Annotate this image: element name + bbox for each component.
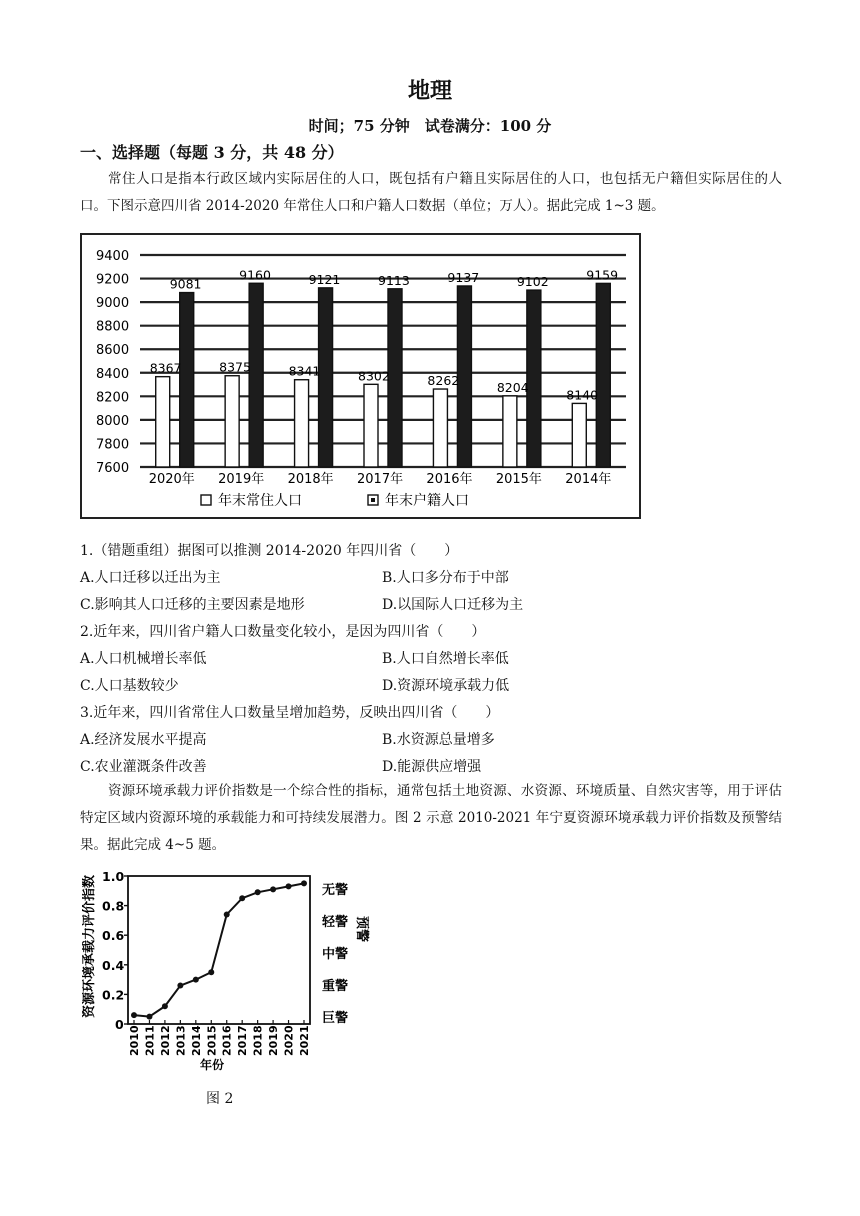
warning-level-label: 无警 (322, 883, 349, 898)
value-label-resident: 8341 (288, 363, 321, 379)
q3-option-a: A.经济发展水平提高 (80, 732, 207, 748)
intro2-line2: 用于评估特定区域内资源环境的承载能力和可持续发展潜力。图 2 示意 2010-2021 年宁夏资源环境承载力评 (80, 783, 783, 826)
warning-level-label: 重警 (322, 979, 349, 994)
x-tick-label: 2015 (205, 1025, 219, 1056)
q2-option-c: C.人口基数较少 (80, 678, 179, 694)
plot-frame (128, 876, 310, 1024)
data-point-2020 (286, 883, 292, 889)
figure-2-caption: 图 2 (206, 1091, 234, 1107)
x-category-label: 2019年 (218, 472, 265, 487)
x-category-label: 2017年 (357, 472, 404, 487)
page-title: 地理 (407, 78, 452, 104)
y-tick-label: 9200 (96, 272, 130, 288)
data-point-2011 (146, 1014, 152, 1020)
q3-option-c: C.农业灌溉条件改善 (80, 759, 207, 775)
bar-registered-2014年 (596, 283, 610, 467)
data-point-2021 (301, 880, 307, 886)
bar-registered-2019年 (249, 283, 263, 467)
x-category-label: 2016年 (426, 472, 473, 487)
bar-resident-2019年 (225, 376, 239, 467)
x-tick-label: 2012 (158, 1025, 172, 1056)
population-bar-chart (80, 233, 642, 519)
value-label-resident: 8262 (427, 373, 460, 389)
y-tick-label: 0.4 (102, 957, 125, 973)
warning-level-label: 巨警 (322, 1011, 349, 1026)
q1-option-c: C.影响其人口迁移的主要因素是地形 (80, 597, 305, 613)
q1-option-b: B.人口多分布于中部 (382, 570, 509, 586)
series-line (134, 883, 304, 1016)
bar-registered-2016年 (457, 286, 471, 467)
data-point-2012 (162, 1003, 168, 1009)
question-2-stem: 2.近年来，四川省户籍人口数量变化较小，是因为四川省（ ） (80, 624, 486, 640)
x-category-label: 2020年 (148, 472, 195, 487)
intro2-line1: 资源环境承载力评价指数是一个综合性的指标，通常包括土地资源、水资源、环境质量、自然灾害等， (108, 783, 728, 799)
question-1-stem: 1.（错题重组）据图可以推测 2014-2020 年四川省（ ） (80, 543, 459, 559)
y-tick-label: 8200 (96, 390, 130, 406)
bar-resident-2020年 (156, 377, 170, 467)
intro2-line3: 价指数及预警结果。据此完成 4~5 题。 (80, 810, 783, 853)
y-tick-label: 0.6 (102, 928, 125, 944)
x-tick-label: 2010 (128, 1025, 141, 1056)
bar-resident-2017年 (364, 384, 378, 467)
value-label-registered: 9121 (308, 271, 341, 287)
data-point-2010 (131, 1012, 137, 1018)
y-tick-label: 8400 (96, 366, 130, 382)
intro1-line2: 居住的人口。下图示意四川省 2014-2020 年常住人口和户籍人口数据（单位；万人）。据此完成 1~3 题。 (80, 171, 783, 214)
x-tick-label: 2019 (267, 1025, 281, 1056)
data-point-2013 (177, 983, 183, 989)
y-tick-label: 0.2 (102, 987, 125, 1003)
bar-registered-2015年 (527, 290, 541, 467)
data-point-2018 (255, 889, 261, 895)
bar-registered-2020年 (180, 293, 194, 467)
value-label-resident: 8367 (149, 360, 182, 376)
x-tick-label: 2016 (220, 1025, 234, 1056)
y-tick-label: 7800 (96, 437, 130, 453)
intro1-line1: 常住人口是指本行政区域内实际居住的人口，既包括有户籍且实际居住的人口，也包括无户籍但实际 (108, 171, 727, 187)
warning-level-label: 轻警 (322, 915, 349, 930)
q3-option-b: B.水资源总量增多 (382, 732, 495, 748)
legend-registered-label: 年末户籍人口 (385, 493, 469, 509)
data-point-2016 (224, 911, 230, 917)
x-tick-label: 2011 (143, 1025, 157, 1056)
y-tick-label: 7600 (96, 461, 130, 476)
x-tick-label: 2014 (189, 1025, 203, 1056)
value-label-registered: 9113 (378, 272, 410, 288)
y2-axis-label: 预警 (354, 916, 369, 943)
legend-swatch-resident (201, 495, 211, 505)
x-axis-label: 年份 (200, 1058, 225, 1072)
q2-option-a: A.人口机械增长率低 (80, 651, 207, 667)
legend-swatch-registered-dot (371, 498, 375, 502)
q2-option-b: B.人口自然增长率低 (382, 651, 509, 667)
q2-option-d: D.资源环境承载力低 (382, 678, 510, 694)
value-label-resident: 8302 (358, 368, 390, 384)
y-tick-label: 9000 (96, 296, 130, 312)
y-tick-label: 1.0 (102, 869, 125, 884)
q3-option-d: D.能源供应增强 (382, 759, 482, 775)
value-label-resident: 8204 (496, 379, 529, 395)
value-label-registered: 9102 (516, 274, 549, 290)
x-tick-label: 2021 (298, 1025, 311, 1056)
data-point-2019 (270, 886, 276, 892)
y-tick-label: 8800 (96, 319, 130, 335)
bar-resident-2015年 (503, 396, 517, 467)
bar-resident-2018年 (295, 380, 309, 467)
legend-resident-label: 年末常住人口 (218, 493, 302, 509)
data-point-2015 (208, 969, 214, 975)
value-label-registered: 9159 (586, 267, 619, 283)
y-tick-label: 0.8 (102, 898, 125, 914)
x-tick-label: 2020 (282, 1025, 296, 1056)
value-label-registered: 9160 (239, 267, 271, 283)
y-tick-label: 9400 (96, 249, 130, 264)
value-label-resident: 8375 (219, 359, 251, 375)
data-point-2014 (193, 977, 199, 983)
warning-level-label: 中警 (322, 947, 349, 962)
y-tick-label: 8000 (96, 413, 130, 429)
x-tick-label: 2017 (236, 1025, 250, 1056)
exam-info: 时间；75 分钟 试卷满分：100 分 (308, 117, 552, 135)
q1-option-d: D.以国际人口迁移为主 (382, 597, 524, 613)
bar-registered-2018年 (319, 288, 333, 467)
data-point-2017 (239, 895, 245, 901)
intro-paragraph-2 (80, 778, 782, 859)
section-heading: 一、选择题（每题 3 分，共 48 分） (80, 143, 344, 162)
value-label-registered: 9081 (169, 276, 202, 292)
bar-resident-2014年 (572, 403, 586, 467)
x-category-label: 2014年 (565, 472, 612, 487)
value-label-registered: 9137 (447, 269, 480, 285)
question-3-stem: 3.近年来，四川省常住人口数量呈增加趋势，反映出四川省（ ） (80, 705, 500, 721)
y-axis-label: 资源环境承载力评价指数 (82, 874, 97, 1018)
bar-resident-2016年 (433, 389, 447, 467)
x-tick-label: 2013 (174, 1025, 188, 1056)
intro-paragraph-1 (80, 166, 782, 220)
y-tick-label: 0 (115, 1017, 124, 1032)
bar-registered-2017年 (388, 289, 402, 467)
x-tick-label: 2018 (251, 1025, 265, 1056)
x-category-label: 2018年 (287, 472, 334, 487)
q1-option-a: A.人口迁移以迁出为主 (80, 570, 221, 586)
x-category-label: 2015年 (495, 472, 542, 487)
carrying-capacity-line-chart (82, 866, 372, 1074)
y-tick-label: 8600 (96, 343, 130, 359)
value-label-resident: 8140 (566, 387, 599, 403)
